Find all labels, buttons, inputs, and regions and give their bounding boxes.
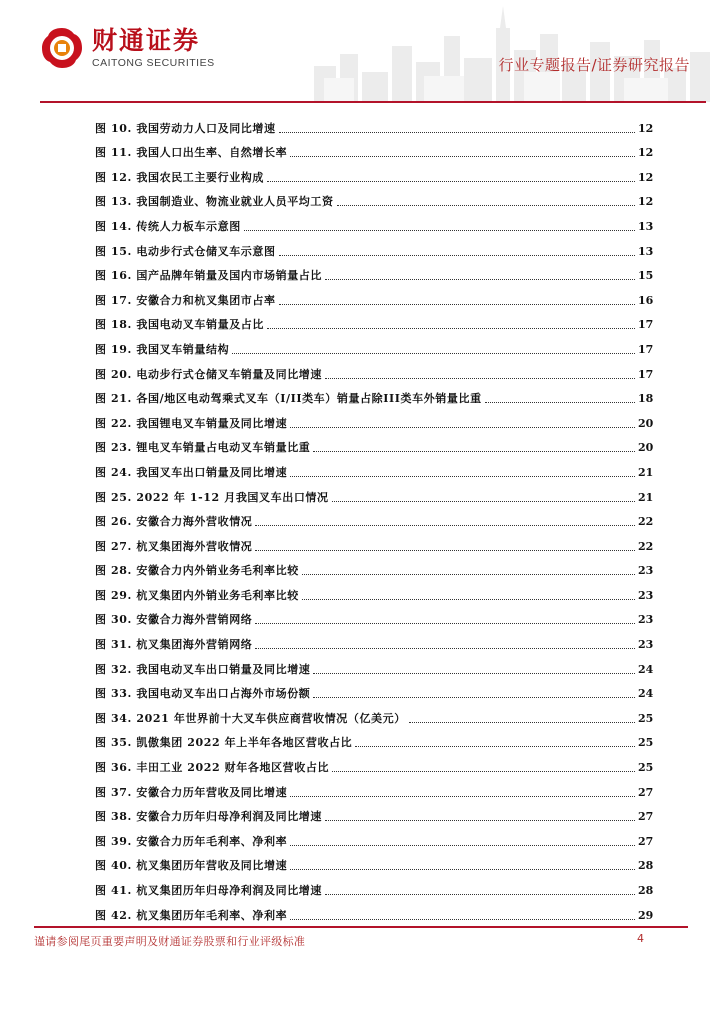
toc-dot-leader (332, 771, 635, 772)
toc-dot-leader (290, 919, 635, 920)
toc-entry[interactable] (95, 775, 652, 800)
toc-entry[interactable] (95, 578, 652, 603)
toc-entry-title: 图 40. 杭叉集团历年营收及同比增速 (95, 859, 288, 873)
toc-entry[interactable] (95, 898, 652, 923)
toc-entry-page: 25 (638, 711, 654, 725)
toc-entry-page: 22 (638, 539, 654, 553)
toc-entry[interactable] (95, 750, 652, 775)
toc-dot-leader (267, 328, 635, 329)
toc-entry-page: 12 (638, 195, 654, 209)
toc-entry-page: 15 (638, 269, 654, 283)
toc-entry-title: 图 28. 安徽合力内外销业务毛利率比较 (95, 564, 299, 578)
toc-entry-page: 24 (638, 687, 654, 701)
toc-entry-page: 23 (638, 638, 654, 652)
page-header (0, 0, 724, 104)
brand-name-cn: 财通证券 (92, 26, 201, 55)
toc-dot-leader (255, 648, 635, 649)
toc-entry-title: 图 31. 杭叉集团海外营销网络 (95, 638, 253, 652)
toc-dot-leader (355, 746, 635, 747)
brand-name-en: CAITONG SECURITIES (92, 57, 215, 69)
toc-dot-leader (267, 181, 635, 182)
toc-entry[interactable] (95, 283, 652, 308)
toc-dot-leader (302, 599, 635, 600)
toc-entry-page: 17 (638, 367, 654, 381)
toc-entry[interactable] (95, 357, 652, 382)
toc-entry[interactable] (95, 652, 652, 677)
toc-entry-page: 12 (638, 121, 654, 135)
footer-divider (34, 926, 688, 928)
toc-entry-page: 13 (638, 219, 654, 233)
toc-dot-leader (332, 501, 635, 502)
toc-entry-title: 图 25. 2022 年 1-12 月我国叉车出口情况 (95, 490, 329, 504)
toc-entry-page: 27 (638, 834, 654, 848)
toc-entry[interactable] (95, 701, 652, 726)
toc-entry[interactable] (95, 308, 652, 333)
toc-entry-title: 图 18. 我国电动叉车销量及占比 (95, 318, 264, 332)
caitong-logo-icon (40, 26, 84, 70)
toc-entry-page: 23 (638, 564, 654, 578)
toc-entry[interactable] (95, 185, 652, 210)
toc-entry-title: 图 32. 我国电动叉车出口销量及同比增速 (95, 662, 311, 676)
toc-dot-leader (255, 550, 635, 551)
toc-entry[interactable] (95, 849, 652, 874)
toc-dot-leader (313, 451, 635, 452)
toc-entry-page: 16 (638, 293, 654, 307)
toc-entry-title: 图 12. 我国农民工主要行业构成 (95, 170, 264, 184)
toc-entry[interactable] (95, 455, 652, 480)
toc-entry[interactable] (95, 873, 652, 898)
toc-entry[interactable] (95, 726, 652, 751)
toc-dot-leader (290, 156, 635, 157)
toc-entry-title: 图 39. 安徽合力历年毛利率、净利率 (95, 834, 288, 848)
toc-entry[interactable] (95, 406, 652, 431)
toc-dot-leader (313, 673, 635, 674)
toc-dot-leader (337, 205, 635, 206)
toc-entry[interactable] (95, 627, 652, 652)
toc-entry-title: 图 37. 安徽合力历年营收及同比增速 (95, 785, 288, 799)
toc-dot-leader (290, 476, 635, 477)
toc-entry-title: 图 14. 传统人力板车示意图 (95, 219, 241, 233)
toc-entry-page: 29 (638, 908, 654, 922)
toc-dot-leader (313, 697, 635, 698)
toc-entry-page: 28 (638, 859, 654, 873)
toc-entry[interactable] (95, 603, 652, 628)
toc-entry[interactable] (95, 824, 652, 849)
toc-dot-leader (279, 132, 635, 133)
toc-entry-title: 图 20. 电动步行式仓储叉车销量及同比增速 (95, 367, 322, 381)
toc-entry[interactable] (95, 332, 652, 357)
toc-entry-page: 22 (638, 515, 654, 529)
toc-entry[interactable] (95, 111, 652, 136)
toc-dot-leader (409, 722, 635, 723)
toc-dot-leader (290, 845, 635, 846)
header-divider (40, 101, 706, 103)
toc-entry-title: 图 41. 杭叉集团历年归母净利润及同比增速 (95, 884, 322, 897)
toc-entry-title: 图 33. 我国电动叉车出口占海外市场份额 (95, 687, 311, 701)
toc-entry-page: 27 (638, 810, 654, 824)
toc-entry[interactable] (95, 136, 652, 161)
toc-dot-leader (325, 820, 635, 821)
toc-entry-page: 17 (638, 342, 654, 356)
toc-entry-title: 图 42. 杭叉集团历年毛利率、净利率 (95, 908, 288, 922)
toc-entry-title: 图 21. 各国/地区电动驾乘式叉车（I/II类车）销量占除III类车外销量比重 (95, 392, 482, 406)
toc-dot-leader (290, 796, 635, 797)
toc-entry[interactable] (95, 431, 652, 456)
toc-entry-title: 图 16. 国产品牌年销量及国内市场销量占比 (95, 269, 322, 283)
figure-table-of-contents (95, 111, 652, 923)
toc-entry-title: 图 22. 我国锂电叉车销量及同比增速 (95, 416, 288, 430)
toc-entry-page: 21 (638, 490, 654, 504)
toc-dot-leader (325, 279, 635, 280)
toc-entry-title: 图 19. 我国叉车销量结构 (95, 342, 230, 356)
toc-entry-title: 图 23. 锂电叉车销量占电动叉车销量比重 (95, 441, 311, 455)
toc-entry-title: 图 26. 安徽合力海外营收情况 (95, 515, 253, 529)
toc-entry-title: 图 38. 安徽合力历年归母净利润及同比增速 (95, 810, 322, 824)
toc-entry-page: 20 (638, 416, 654, 430)
toc-entry[interactable] (95, 677, 652, 702)
toc-dot-leader (232, 353, 635, 354)
toc-entry-page: 13 (638, 244, 654, 258)
company-logo (40, 26, 215, 70)
toc-entry-page: 23 (638, 613, 654, 627)
toc-entry[interactable] (95, 259, 652, 284)
toc-entry[interactable] (95, 800, 652, 825)
toc-entry-title: 图 36. 丰田工业 2022 财年各地区营收占比 (95, 761, 330, 775)
toc-entry[interactable] (95, 480, 652, 505)
toc-entry-page: 21 (638, 465, 654, 479)
toc-entry-title: 图 24. 我国叉车出口销量及同比增速 (95, 465, 288, 479)
toc-dot-leader (255, 525, 635, 526)
toc-dot-leader (290, 869, 635, 870)
toc-entry[interactable] (95, 505, 652, 530)
toc-entry-title: 图 13. 我国制造业、物流业就业人员平均工资 (95, 195, 334, 209)
toc-dot-leader (279, 255, 635, 256)
toc-dot-leader (485, 402, 635, 403)
toc-entry-page: 18 (638, 392, 654, 406)
toc-entry[interactable] (95, 382, 652, 407)
toc-entry-page: 25 (638, 761, 654, 775)
toc-entry[interactable] (95, 234, 652, 259)
toc-dot-leader (325, 378, 635, 379)
toc-entry-title: 图 11. 我国人口出生率、自然增长率 (95, 146, 288, 160)
toc-entry-page: 12 (638, 170, 654, 184)
toc-entry-page: 20 (638, 441, 654, 455)
toc-entry-title: 图 10. 我国劳动力人口及同比增速 (95, 121, 276, 135)
toc-entry-page: 25 (638, 736, 654, 750)
toc-entry-title: 图 29. 杭叉集团内外销业务毛利率比较 (95, 588, 299, 602)
toc-entry[interactable] (95, 554, 652, 579)
toc-entry-page: 12 (638, 146, 654, 160)
toc-dot-leader (325, 894, 635, 895)
toc-entry-page: 27 (638, 785, 654, 799)
toc-dot-leader (255, 623, 635, 624)
toc-entry-title: 图 35. 凯傲集团 2022 年上半年各地区营收占比 (95, 736, 353, 750)
toc-dot-leader (302, 574, 635, 575)
toc-entry[interactable] (95, 209, 652, 234)
toc-entry-page: 28 (638, 884, 654, 897)
toc-dot-leader (244, 230, 635, 231)
toc-entry-title: 图 34. 2021 年世界前十大叉车供应商营收情况（亿美元） (95, 711, 406, 725)
toc-entry-title: 图 15. 电动步行式仓储叉车示意图 (95, 244, 276, 258)
page-number: 4 (637, 932, 644, 945)
toc-dot-leader (279, 304, 635, 305)
toc-entry-page: 23 (638, 588, 654, 602)
toc-entry-title: 图 30. 安徽合力海外营销网络 (95, 613, 253, 627)
footer-disclaimer: 谨请参阅尾页重要声明及财通证券股票和行业评级标准 (34, 935, 306, 948)
toc-entry-page: 24 (638, 662, 654, 676)
toc-entry[interactable] (95, 160, 652, 185)
toc-entry-page: 17 (638, 318, 654, 332)
toc-entry[interactable] (95, 529, 652, 554)
toc-entry-title: 图 17. 安徽合力和杭叉集团市占率 (95, 293, 276, 307)
toc-entry-title: 图 27. 杭叉集团海外营收情况 (95, 539, 253, 553)
report-type-label: 行业专题报告/证券研究报告 (498, 56, 690, 74)
toc-dot-leader (290, 427, 635, 428)
